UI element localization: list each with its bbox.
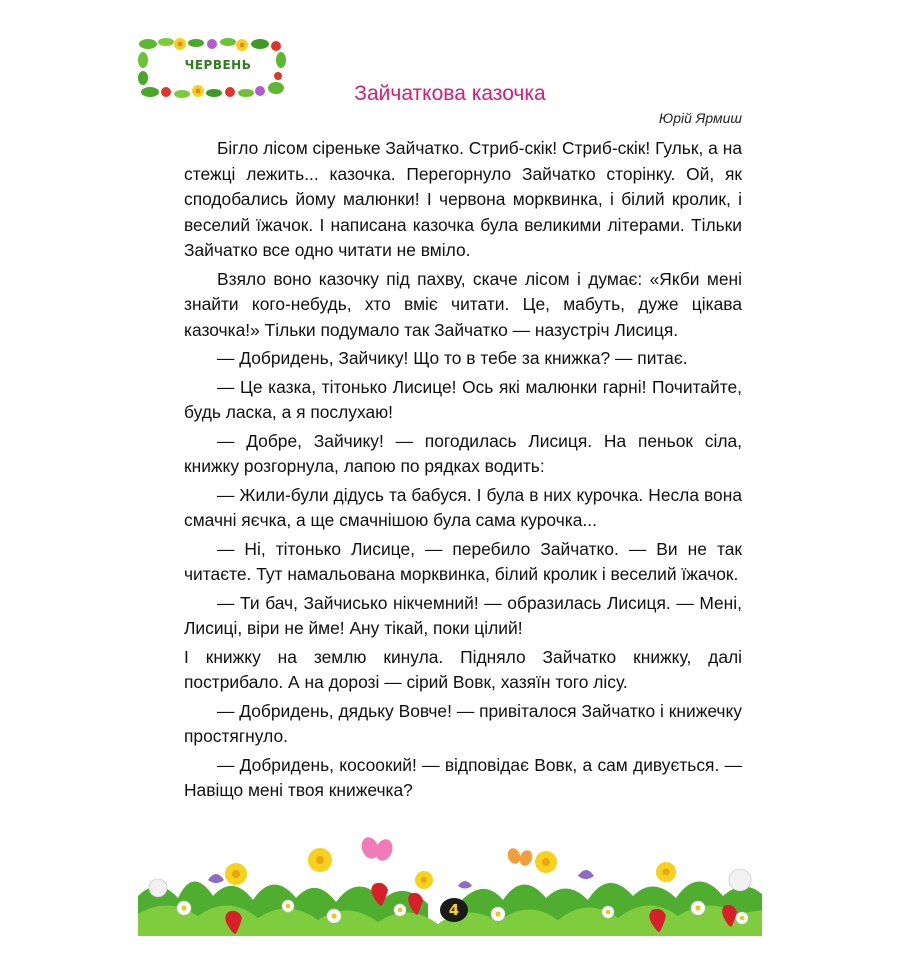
story-paragraph: Взяло воно казочку під пахву, скаче лісом і думає: «Якби мені знайти кого-небудь, хто вміє читати. Це, мабуть, дуже цікава казочка!» Тільки подумало так Зайчатко — назустріч Лисиця.	[184, 268, 742, 340]
story-paragraph: — Добридень, дядьку Вовче! — привіталося Зайчатко і книжечку простягнуло.	[184, 700, 742, 746]
story-paragraph: — Добридень, косоокий! — відповідає Вовк, а сам дивується. — Навіщо мені твоя книжечка?	[184, 754, 742, 800]
story-author: Юрій Ярмиш	[658, 110, 742, 126]
story-paragraph: Бігло лісом сіреньке Зайчатко. Стриб-скік! Стриб-скік! Гульк, а на стежці лежить... казочка. Перегорнуло Зайчатко сторінку. Ой, як сподобались йому малюнки! І червона морквинка, і білий кролик, і веселий їжачок. І написана казочка була великими літерами. Тільки Зайчатко все одно читати не вміло.	[184, 138, 742, 260]
story-paragraph: І книжку на землю кинула. Підняло Зайчатко книжку, далі пострибало. А на дорозі — сірий Вовк, хазяїн того лісу.	[184, 646, 742, 692]
month-label: ЧЕРВЕНЬ	[184, 58, 252, 72]
story-paragraph: — Добре, Зайчику! — погодилась Лисиця. На пеньок сіла, книжку розгорнула, лапою по рядках водить:	[184, 430, 742, 476]
story-title: Зайчаткова казочка	[354, 82, 546, 105]
story-paragraph: — Це казка, тітонько Лисице! Ось які малюнки гарні! Почитайте, будь ласка, а я послухаю!	[184, 376, 742, 422]
story-body	[184, 136, 742, 807]
story-paragraph: — Жили-були дідусь та бабуся. І була в них курочка. Несла вона смачні яєчка, а ще смачнішою була сама курочка...	[184, 484, 742, 530]
story-paragraph: — Ні, тітонько Лисице, — перебило Зайчатко. — Ви не так читаєте. Тут намальована морквинка, білий кролик і веселий їжачок.	[184, 538, 742, 584]
story-paragraph: — Добридень, Зайчику! Що то в тебе за книжка? — питає.	[217, 348, 688, 368]
story-paragraph: — Ти бач, Зайчисько нікчемний! — образилась Лисиця. — Мені, Лисиці, віри не йме! Ану тікай, поки цілий!	[184, 592, 742, 638]
page-number: 4	[440, 898, 468, 922]
